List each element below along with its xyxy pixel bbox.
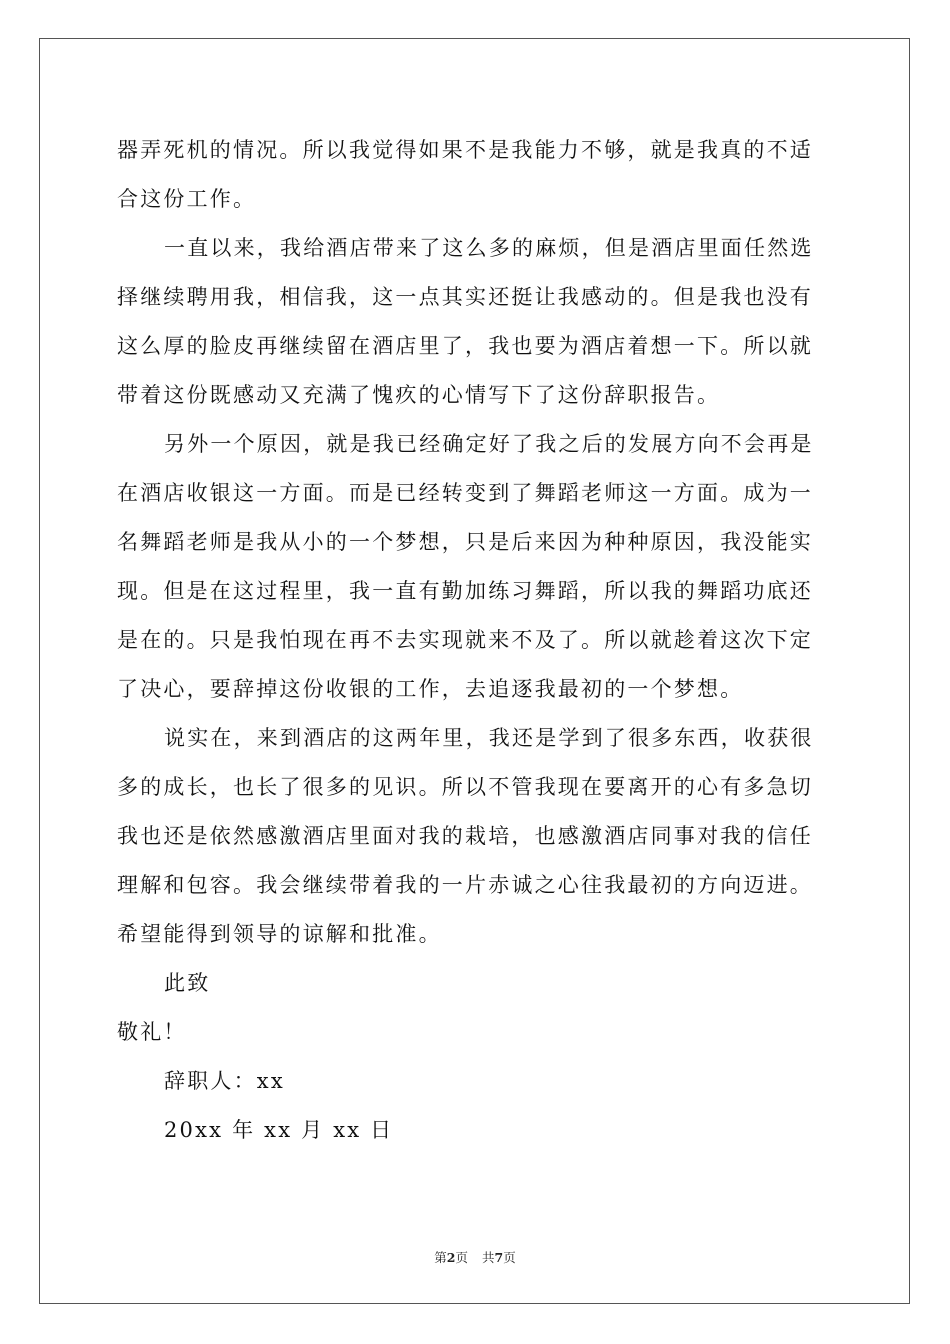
paragraph-line: 现。但是在这过程里，我一直有勤加练习舞蹈，所以我的舞蹈功底还 xyxy=(117,579,813,603)
page-prefix: 第 xyxy=(434,1250,447,1265)
paragraph-line: 希望能得到领导的谅解和批准。 xyxy=(117,922,442,946)
page-suffix: 页 xyxy=(455,1250,468,1265)
paragraph-line: 择继续聘用我，相信我，这一点其实还挺让我感动的。但是我也没有 xyxy=(117,285,813,309)
paragraph-line: 是在的。只是我怕现在再不去实现就来不及了。所以就趁着这次下定 xyxy=(117,628,813,652)
paragraph-line: 在酒店收银这一方面。而是已经转变到了舞蹈老师这一方面。成为一 xyxy=(117,481,813,505)
total-suffix: 页 xyxy=(503,1250,516,1265)
closing-salutation: 此致 xyxy=(164,971,211,995)
paragraph-line: 另外一个原因，就是我已经确定好了我之后的发展方向不会再是 xyxy=(164,432,814,456)
paragraph-line: 我也还是依然感激酒店里面对我的栽培，也感激酒店同事对我的信任 xyxy=(117,824,813,848)
paragraph-line: 一直以来，我给酒店带来了这么多的麻烦，但是酒店里面任然选 xyxy=(164,236,814,260)
date-line: 20xx 年 xx 月 xx 日 xyxy=(164,1118,394,1142)
paragraph-line: 了决心，要辞掉这份收银的工作，去追逐我最初的一个梦想。 xyxy=(117,677,744,701)
paragraph-line: 多的成长，也长了很多的见识。所以不管我现在要离开的心有多急切 xyxy=(117,775,813,799)
signer-line: 辞职人：xx xyxy=(164,1069,285,1093)
closing-regards: 敬礼！ xyxy=(117,1020,187,1044)
paragraph-line: 带着这份既感动又充满了愧疚的心情写下了这份辞职报告。 xyxy=(117,383,721,407)
paragraph-line: 名舞蹈老师是我从小的一个梦想，只是后来因为种种原因，我没能实 xyxy=(117,530,813,554)
paragraph-line: 器弄死机的情况。所以我觉得如果不是我能力不够，就是我真的不适 xyxy=(117,138,813,162)
paragraph-line: 说实在，来到酒店的这两年里，我还是学到了很多东西，收获很 xyxy=(164,726,814,750)
page-footer xyxy=(0,1248,950,1266)
paragraph-line: 理解和包容。我会继续带着我的一片赤诚之心往我最初的方向迈进。 xyxy=(117,873,813,897)
total-prefix: 共 xyxy=(482,1250,495,1265)
paragraph-line: 这么厚的脸皮再继续留在酒店里了，我也要为酒店着想一下。所以就 xyxy=(117,334,813,358)
paragraph-line: 合这份工作。 xyxy=(117,187,257,211)
letter-body xyxy=(117,126,835,1155)
total-pages: 7 xyxy=(494,1250,504,1265)
page-number: 2 xyxy=(446,1250,456,1265)
